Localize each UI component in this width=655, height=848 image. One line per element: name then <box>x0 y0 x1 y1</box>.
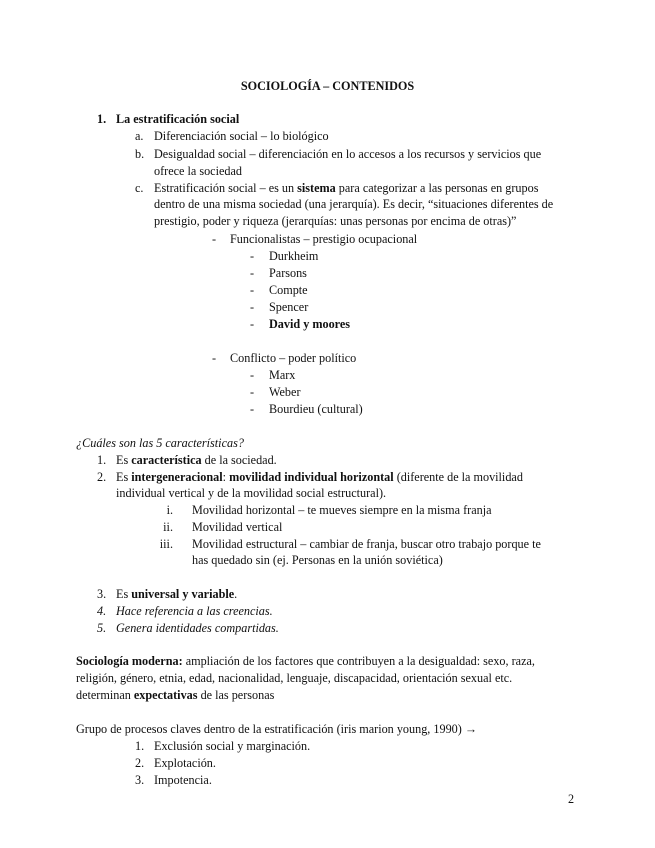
text-run: Es <box>116 587 132 601</box>
dash-marker: - <box>212 351 217 365</box>
bold-term: movilidad individual horizontal <box>229 470 394 484</box>
bold-term: expectativas <box>133 688 198 702</box>
list-item-text <box>116 586 237 602</box>
bold-term: sistema <box>297 181 336 195</box>
list-item-text: Explotación. <box>154 756 216 770</box>
list-item-text: Hace referencia a las creencias. <box>116 604 273 618</box>
roman-marker: ii. <box>163 520 173 534</box>
roman-marker: iii. <box>159 537 173 551</box>
text-run: . <box>234 587 238 601</box>
list-marker: 3. <box>135 773 145 787</box>
author-item-bold: David y moores <box>269 317 351 331</box>
list-marker: 5. <box>97 621 107 635</box>
dash-marker: - <box>250 266 255 280</box>
author-item: Durkheim <box>269 249 319 263</box>
text-run: de la sociedad. <box>201 453 277 467</box>
text-run: Es <box>116 453 132 467</box>
roman-item-text: Movilidad vertical <box>192 520 283 534</box>
list-marker: 1. <box>97 453 107 467</box>
list-item-text: dentro de una misma sociedad (una jerarquía). Es decir, “situaciones diferentes de <box>154 197 554 211</box>
text-run: (diferente de la movilidad <box>393 470 523 484</box>
paragraph-line: Grupo de procesos claves dentro de la estratificación (iris marion young, 1990) → <box>76 722 478 736</box>
bold-term: intergeneracional <box>131 470 223 484</box>
list-item-text: Impotencia. <box>154 773 212 787</box>
list-item-text <box>116 452 277 468</box>
list-marker: b. <box>135 147 145 161</box>
roman-marker: i. <box>166 503 173 517</box>
list-marker: c. <box>135 181 144 195</box>
text-run: para categorizar a las personas en grupos <box>335 181 539 195</box>
dash-marker: - <box>250 283 255 297</box>
bold-term: característica <box>131 453 202 467</box>
paragraph-line <box>76 653 535 669</box>
list-marker: 2. <box>135 756 145 770</box>
text-run: determinan <box>76 688 134 702</box>
dash-marker: - <box>250 368 255 382</box>
list-item-text: ofrece la sociedad <box>154 164 242 178</box>
list-marker: 4. <box>97 604 107 618</box>
page-number: 2 <box>568 792 575 806</box>
bold-term: Sociología moderna: <box>76 654 183 668</box>
paragraph-line <box>76 687 274 703</box>
text-run: Estratificación social – es un <box>154 181 298 195</box>
text-run: de las personas <box>197 688 275 702</box>
section-heading: La estratificación social <box>116 112 240 126</box>
dash-marker: - <box>250 317 255 331</box>
section-number: 1. <box>97 112 107 126</box>
author-item: Bourdieu (cultural) <box>269 402 363 416</box>
dash-marker: - <box>250 385 255 399</box>
list-item-text <box>116 469 523 485</box>
list-marker: 1. <box>135 739 145 753</box>
list-item-text: Diferenciación social – lo biológico <box>154 129 329 143</box>
bold-term: universal y variable <box>131 587 235 601</box>
dash-marker: - <box>250 249 255 263</box>
list-marker: a. <box>135 129 144 143</box>
list-marker: 3. <box>97 587 107 601</box>
list-item-text: Desigualdad social – diferenciación en lo accesos a los recursos y servicios que <box>154 147 542 161</box>
author-item: Spencer <box>269 300 309 314</box>
list-item-text: Genera identidades compartidas. <box>116 621 279 635</box>
roman-item-text: has quedado sin (ej. Personas en la unión soviética) <box>192 553 443 567</box>
dash-marker: - <box>212 232 217 246</box>
dash-marker: - <box>250 402 255 416</box>
author-item: Weber <box>269 385 301 399</box>
list-item-text: Exclusión social y marginación. <box>154 739 311 753</box>
list-item-text <box>154 180 538 196</box>
roman-item-text: Movilidad horizontal – te mueves siempre en la misma franja <box>192 503 492 517</box>
paragraph-line: religión, género, etnia, edad, nacionalidad, lenguaje, discapacidad, orientación sexual etc. <box>76 671 513 685</box>
text-run: ampliación de los factores que contribuyen a la desigualdad: sexo, raza, <box>182 654 535 668</box>
author-item: Compte <box>269 283 308 297</box>
school-label: Funcionalistas – prestigio ocupacional <box>230 232 418 246</box>
list-marker: 2. <box>97 470 107 484</box>
dash-marker: - <box>250 300 255 314</box>
list-item-text: individual vertical y de la movilidad social estructural). <box>116 486 387 500</box>
question-heading: ¿Cuáles son las 5 características? <box>76 436 244 450</box>
author-item: Marx <box>269 368 296 382</box>
document-title: SOCIOLOGÍA – CONTENIDOS <box>240 79 415 93</box>
author-item: Parsons <box>269 266 307 280</box>
list-item-text: prestigio, poder y riqueza (jerarquías: unas personas por encima de otras)” <box>154 214 517 228</box>
text-run: : <box>222 470 230 484</box>
text-run: Es <box>116 470 132 484</box>
school-label: Conflicto – poder político <box>230 351 357 365</box>
roman-item-text: Movilidad estructural – cambiar de franja, buscar otro trabajo porque te <box>192 537 541 551</box>
